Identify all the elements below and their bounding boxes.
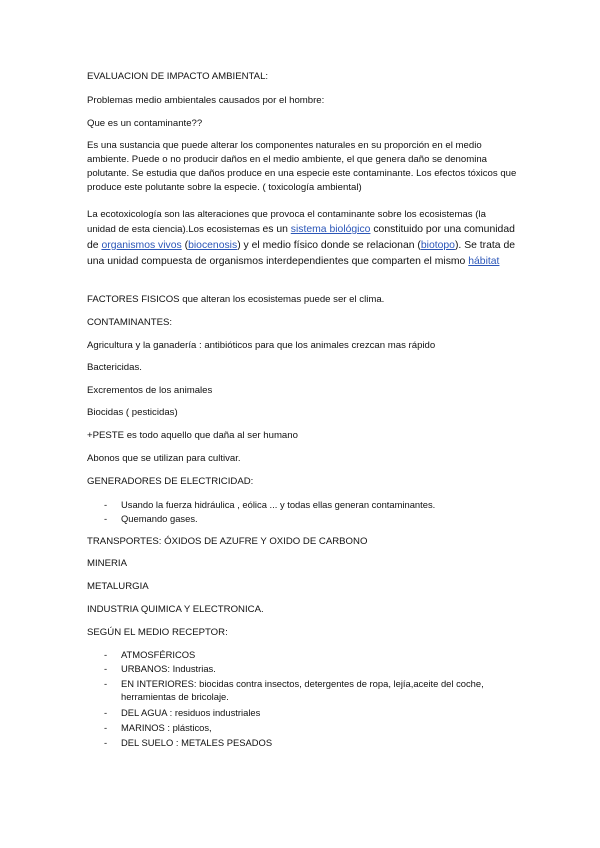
mineria-line: MINERIA	[87, 558, 127, 569]
eco-text-5: ) y el medio físico donde se relacionan (	[237, 240, 421, 251]
definition-paragraph: Es una sustancia que puede alterar los componentes naturales en su proporción en el medio ambiente. Puede o no producir daños en el medio ambiente, el que genera daño se denomina polutante. Se estudia que daños produce en una especie este contaminante. Los efectos tóxicos que produce este polutante sobre la especie. ( toxicología ambiental)	[87, 140, 517, 193]
doc-subtitle: Problemas medio ambientales causados por el hombre:	[87, 95, 325, 106]
excrementos-line: Excrementos de los animales	[87, 385, 213, 396]
list-item-text: Usando la fuerza hidráulica , eólica ... y todas ellas generan contaminantes.	[121, 499, 436, 510]
link-biotopo[interactable]: biotopo	[420, 240, 455, 251]
generadores-heading: GENERADORES DE ELECTRICIDAD:	[87, 476, 254, 487]
eco-text-4: (	[181, 240, 189, 251]
eco-text-6: ). Se trata de una unidad compuesta de organismos interdependientes que comparten el mismo	[87, 240, 516, 267]
bullet-dash: -	[104, 663, 108, 674]
abonos-line: Abonos que se utilizan para cultivar.	[87, 453, 241, 464]
metalurgia-line: METALURGIA	[87, 581, 149, 592]
list-item-text: DEL SUELO : METALES PESADOS	[121, 737, 273, 748]
bullet-dash: -	[104, 499, 108, 510]
list-item-text: EN INTERIORES: biocidas contra insectos, detergentes de ropa, lejía,aceite del coche, herramientas de bricolaje.	[121, 678, 484, 702]
doc-title: EVALUACION DE IMPACTO AMBIENTAL:	[87, 71, 269, 82]
list-item-text: URBANOS: Industrias.	[121, 663, 216, 674]
list-item-text: DEL AGUA : residuos industriales	[121, 707, 261, 718]
peste-line: +PESTE es todo aquello que daña al ser humano	[87, 430, 298, 441]
biocidas-line: Biocidas ( pesticidas)	[87, 407, 178, 418]
bullet-dash: -	[104, 678, 108, 689]
bullet-dash: -	[104, 737, 108, 748]
contaminantes-heading: CONTAMINANTES:	[87, 317, 173, 328]
list-item-text: Quemando gases.	[121, 513, 198, 524]
factores-line: FACTORES FISICOS que alteran los ecosistemas puede ser el clima.	[87, 294, 385, 305]
eco-text-3: constituido por una comunidad de	[87, 224, 515, 251]
bullet-dash: -	[104, 722, 108, 733]
list-item-text: ATMOSFÉRICOS	[121, 649, 196, 660]
bullet-dash: -	[104, 649, 108, 660]
segun-heading: SEGÚN EL MEDIO RECEPTOR:	[87, 627, 228, 638]
question-heading: Que es un contaminante??	[87, 118, 203, 129]
eco-text-2: es un	[262, 224, 291, 235]
link-sistema-biologico[interactable]: sistema biológico	[290, 224, 371, 235]
ecotoxicology-paragraph	[87, 208, 517, 270]
eco-text-1: La ecotoxicología son las alteraciones que provoca el contaminante sobre los ecosistemas (la unidad de esta ciencia).Los ecosistemas	[87, 209, 486, 235]
industria-line: INDUSTRIA QUIMICA Y ELECTRONICA.	[87, 604, 264, 615]
transportes-line: TRANSPORTES: ÓXIDOS DE AZUFRE Y OXIDO DE CARBONO	[87, 536, 368, 547]
link-biocenosis[interactable]: biocenosis	[188, 240, 238, 251]
bullet-dash: -	[104, 707, 108, 718]
link-habitat[interactable]: hábitat	[468, 256, 500, 267]
list-item-text: MARINOS : plásticos,	[121, 722, 212, 733]
link-organismos-vivos[interactable]: organismos vivos	[101, 240, 182, 251]
agricultura-line: Agricultura y la ganadería : antibióticos para que los animales crezcan mas rápido	[87, 340, 436, 351]
bullet-dash: -	[104, 513, 108, 524]
bactericidas-line: Bactericidas.	[87, 362, 142, 373]
